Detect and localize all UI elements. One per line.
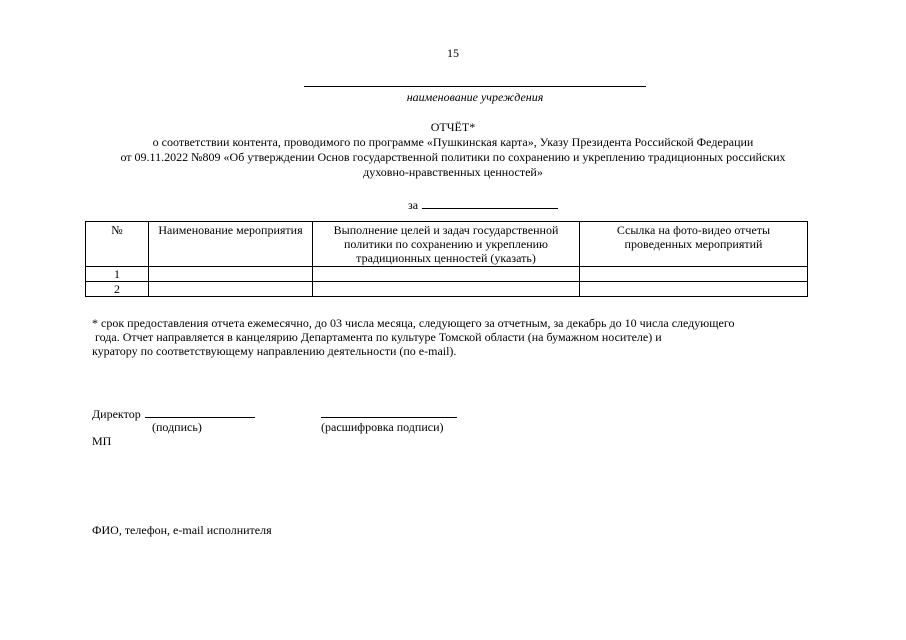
table-cell-number: 2 xyxy=(86,282,149,297)
institution-caption: наименование учреждения xyxy=(406,90,544,104)
table-cell-policy-goals xyxy=(313,282,580,297)
column-header-media-link: Ссылка на фото-видео отчеты проведенных мероприятий xyxy=(580,222,808,267)
footnote-line-3: куратору по соответствующему направлению деятельности (по e-mail). xyxy=(92,344,457,358)
report-subtitle-line-3: духовно-нравственных ценностей» xyxy=(363,165,543,179)
footnote-line-1: * срок предоставления отчета ежемесячно, до 03 числа месяца, следующего за отчетным, за декабрь до 10 числа следующего xyxy=(92,316,735,330)
report-subtitle-line-2: от 09.11.2022 №809 «Об утверждении Основ государственной политики по сохранению и укреплению традиционных российских xyxy=(120,150,786,164)
table-header-row xyxy=(86,222,808,267)
director-label: Директор xyxy=(92,407,141,421)
executor-contact-label: ФИО, телефон, e-mail исполнителя xyxy=(92,523,272,537)
report-table xyxy=(85,221,808,297)
column-header-policy-goals: Выполнение целей и задач государственной политики по сохранению и укреплению традиционных ценностей (указать) xyxy=(313,222,580,267)
table-cell-media-link xyxy=(580,282,808,297)
signature-decode-caption: (расшифровка подписи) xyxy=(321,420,444,434)
footnote-line-2: года. Отчет направляется в канцелярию Департамента по культуре Томской области (на бумажном носителе) и xyxy=(92,330,662,344)
report-period xyxy=(408,196,558,212)
institution-name-line xyxy=(304,86,646,87)
director-signature-row xyxy=(92,405,255,421)
table-cell-event-name xyxy=(149,282,313,297)
column-header-number: № xyxy=(86,222,149,267)
page-number: 15 xyxy=(447,46,459,60)
signature-decode-blank-line xyxy=(321,405,457,418)
table-cell-policy-goals xyxy=(313,267,580,282)
table-row xyxy=(86,282,808,297)
report-title: ОТЧЁТ* xyxy=(430,120,476,134)
table-row xyxy=(86,267,808,282)
table-cell-event-name xyxy=(149,267,313,282)
signature-blank-line xyxy=(145,405,255,418)
table-cell-number: 1 xyxy=(86,267,149,282)
report-subtitle-line-1: о соответствии контента, проводимого по программе «Пушкинская карта», Указу Президента Российской Федерации xyxy=(152,135,754,149)
period-blank-line xyxy=(422,196,558,209)
column-header-event-name: Наименование мероприятия xyxy=(149,222,313,267)
stamp-label: МП xyxy=(92,434,112,448)
period-prefix: за xyxy=(408,198,419,212)
table-cell-media-link xyxy=(580,267,808,282)
signature-caption: (подпись) xyxy=(152,420,202,434)
